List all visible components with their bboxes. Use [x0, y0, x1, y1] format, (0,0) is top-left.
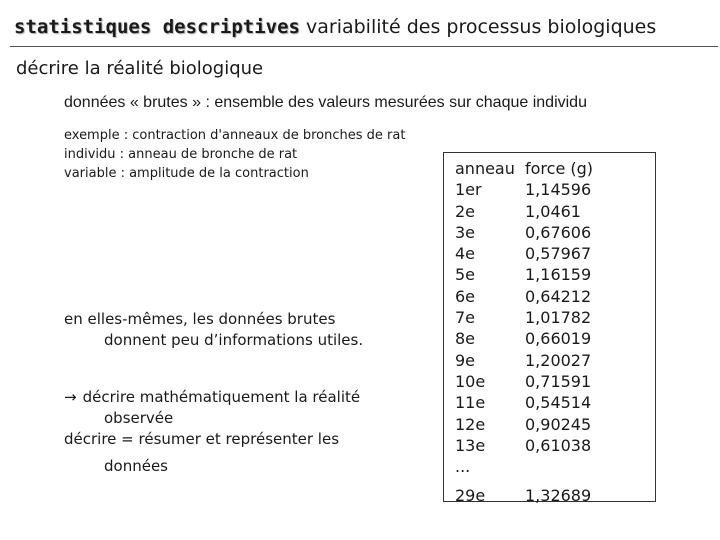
data-table: [455, 158, 645, 507]
right-arrow-icon: →: [64, 388, 77, 406]
ring-cell: 29e: [455, 486, 486, 506]
force-cell: [525, 456, 645, 477]
ring-cell: 13e: [455, 435, 486, 455]
table-row: [455, 485, 645, 506]
section-title: décrire la réalité biologique: [16, 58, 264, 79]
force-cell: 1,01782: [525, 308, 592, 328]
ring-cell: 5e: [455, 265, 476, 285]
table-row: [455, 350, 645, 371]
ring-cell: 3e: [455, 222, 476, 242]
header-divider: [10, 46, 718, 47]
table-row: [455, 414, 645, 435]
column-header-anneau: anneau: [455, 159, 515, 178]
column-header-force: force (g): [525, 159, 594, 178]
example-line-2: individu : anneau de bronche de rat: [64, 147, 298, 162]
force-cell: 0,90245: [525, 414, 592, 434]
force-cell: 0,64212: [525, 286, 592, 306]
table-row: [455, 435, 645, 456]
slide-subtitle: variabilité des processus biologiques: [306, 16, 657, 38]
describe-math-text: décrire mathématiquement la réalité: [82, 388, 361, 406]
lead-text: données « brutes » : ensemble des valeurs mesurées sur chaque individu: [64, 94, 587, 111]
table-row: [455, 201, 645, 222]
ellipsis-cell: ...: [455, 457, 471, 477]
table-row-ellipsis: [455, 456, 645, 477]
force-cell: 0,57967: [525, 244, 592, 264]
force-cell: 1,20027: [525, 350, 592, 370]
ring-cell: 7e: [455, 308, 476, 328]
table-row: [455, 371, 645, 392]
force-cell: 1,32689: [525, 486, 592, 506]
table-row: [455, 307, 645, 328]
table-header-row: [455, 158, 645, 179]
force-cell: 1,0461: [525, 201, 581, 221]
ring-cell: 10e: [455, 371, 486, 391]
describe-math-line-1: [64, 387, 360, 408]
force-cell: 0,71591: [525, 371, 592, 391]
describe-math-line-2: observée: [104, 409, 174, 427]
ring-cell: 1er: [455, 180, 482, 200]
raw-data-note-line-1: en elles-mêmes, les données brutes: [64, 310, 336, 328]
ring-cell: 6e: [455, 286, 476, 306]
ring-cell: 11e: [455, 393, 486, 413]
table-row: [455, 243, 645, 264]
table-row: [455, 392, 645, 413]
force-cell: 1,14596: [525, 180, 592, 200]
force-cell: 0,66019: [525, 329, 592, 349]
table-row: [455, 179, 645, 200]
describe-summary-line-1: décrire = résumer et représenter les: [64, 430, 340, 448]
data-table-box: [443, 152, 656, 506]
slide-header: [14, 14, 714, 48]
table-row: [455, 328, 645, 349]
raw-data-note-line-2: donnent peu d’informations utiles.: [104, 331, 364, 349]
slide-title: statistiques descriptives: [14, 16, 300, 38]
table-row: [455, 222, 645, 243]
force-cell: 0,61038: [525, 435, 592, 455]
table-row: [455, 286, 645, 307]
table-spacer: [455, 477, 645, 485]
table-row: [455, 264, 645, 285]
force-cell: 0,54514: [525, 393, 592, 413]
describe-summary-line-2: données: [104, 457, 168, 475]
force-cell: 1,16159: [525, 265, 592, 285]
ring-cell: 9e: [455, 350, 476, 370]
example-line-3: variable : amplitude de la contraction: [64, 166, 309, 181]
example-line-1: exemple : contraction d'anneaux de bronches de rat: [64, 128, 406, 143]
ring-cell: 12e: [455, 414, 486, 434]
ring-cell: 8e: [455, 329, 476, 349]
force-cell: 0,67606: [525, 222, 592, 242]
ring-cell: 4e: [455, 244, 476, 264]
ring-cell: 2e: [455, 201, 476, 221]
